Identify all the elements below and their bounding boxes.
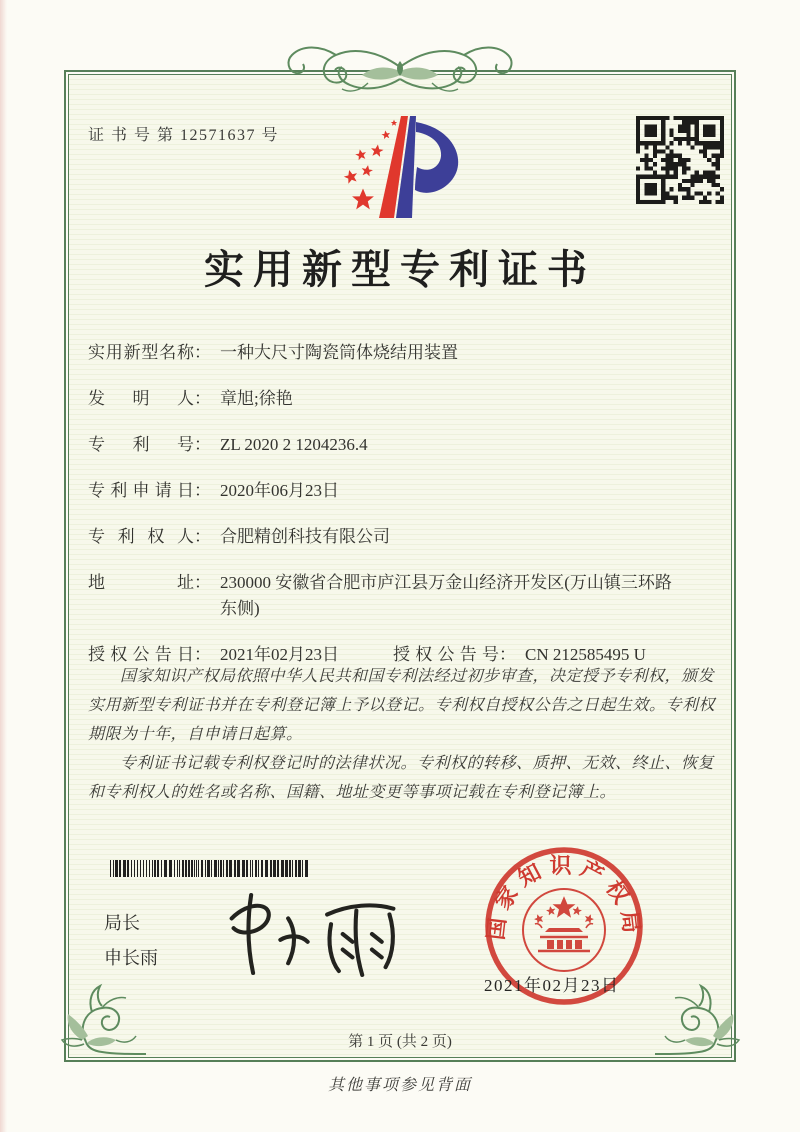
field-value: CN 212585495 U	[525, 645, 646, 664]
director-signature	[218, 884, 408, 984]
field-label: 专利权人	[88, 527, 194, 546]
certificate-title: 实用新型专利证书	[204, 247, 596, 292]
field-value: 230000 安徽省合肥市庐江县万金山经济开发区(万山镇三环路东侧)	[220, 573, 672, 618]
field-value: 一种大尺寸陶瓷筒体烧结用装置	[220, 343, 458, 362]
field-row-patentee: 专利权人 ： 合肥精创科技有限公司	[88, 524, 716, 550]
field-label: 实用新型名称	[88, 343, 194, 362]
seal-date: 2021年02月23日	[484, 976, 620, 995]
field-label: 授权公告日	[88, 645, 194, 664]
field-row-name: 实用新型名称 ： 一种大尺寸陶瓷筒体烧结用装置	[88, 340, 716, 366]
field-label: 授权公告号	[393, 645, 499, 664]
legal-paragraph-1: 国家知识产权局依照中华人民共和国专利法经过初步审查，决定授予专利权，颁发实用新型专利证书并在专利登记簿上予以登记。专利权自授权公告之日起生效。专利权期限为十年，自申请日起算。	[88, 668, 716, 743]
field-value: 2021年02月23日	[220, 645, 339, 664]
barcode	[110, 860, 312, 877]
field-label: 专利申请日	[88, 481, 194, 500]
field-row-grant: 授权公告日 ： 2021年02月23日 授权公告号 ： CN 212585495 U	[88, 642, 716, 668]
footer-note: 其他事项参见背面	[327, 1077, 472, 1094]
field-value: 2020年06月23日	[220, 481, 339, 500]
field-label: 地址	[88, 573, 194, 592]
seal-text: 国家知识产权局	[482, 853, 646, 942]
field-label: 专利号	[88, 435, 194, 454]
director-name: 申长雨	[104, 948, 158, 968]
cnipa-logo-icon	[330, 110, 472, 224]
field-row-patent-number: 专利号 ： ZL 2020 2 1204236.4	[88, 432, 716, 458]
field-row-filing-date: 专利申请日 ： 2020年06月23日	[88, 478, 716, 504]
director-block	[104, 906, 158, 976]
field-value: ZL 2020 2 1204236.4	[220, 435, 368, 454]
field-row-inventor: 发明人 ： 章旭;徐艳	[88, 386, 716, 412]
legal-paragraph-2: 专利证书记载专利权登记时的法律状况。专利权的转移、质押、无效、终止、恢复和专利权人的姓名或名称、国籍、地址变更等事项记载在专利登记簿上。	[88, 755, 715, 801]
director-title: 局长	[104, 913, 140, 933]
field-label: 发明人	[88, 389, 194, 408]
field-row-address: 地址 ： 230000 安徽省合肥市庐江县万金山经济开发区(万山镇三环路东侧)	[88, 570, 716, 622]
legal-paragraphs	[88, 662, 718, 807]
page-number: 第 1 页 (共 2 页)	[348, 1034, 452, 1050]
certificate-fields	[88, 340, 716, 688]
field-value: 合肥精创科技有限公司	[220, 527, 390, 546]
field-value: 章旭;徐艳	[220, 389, 293, 408]
certificate-number: 证 书 号 第 12571637 号	[88, 127, 280, 144]
qr-code	[636, 116, 724, 204]
